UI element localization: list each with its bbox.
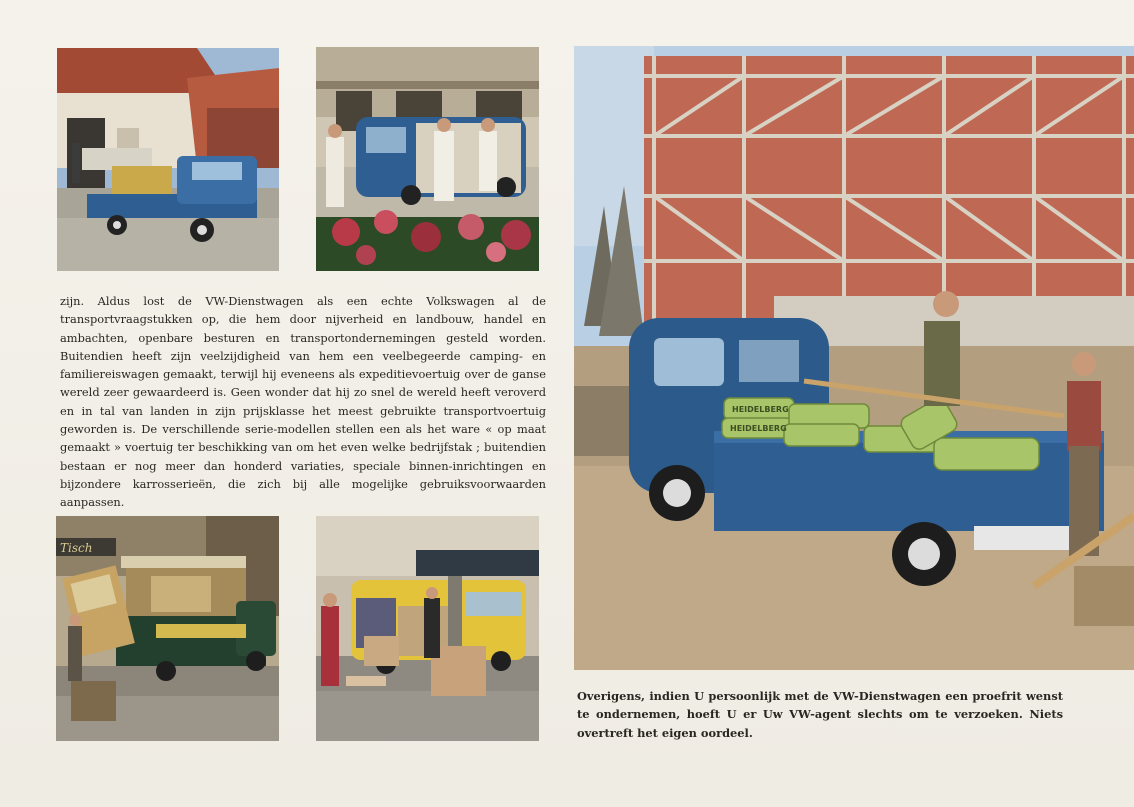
photo-panel-van-florist xyxy=(316,47,539,271)
photo-yellow-van-delivery xyxy=(316,516,539,741)
cement-bag-label: HEIDELBERG xyxy=(732,405,789,414)
body-paragraph: zijn. Aldus lost de VW-Dienstwagen als een echte Volkswagen al de transportvraagstukken op, die hem door nijverheid en landbouw, handel en ambachten, openbare besturen en transportondernemingen gesteld worden. Buitendien heeft zijn veelzijdigheid van hem een veelbegeerde camping- en familiereiswagen gemaakt, terwijl hij eveneens als expeditievoertuig over de ganse wereld zeer gewaardeerd is. Geen wonder dat hij zo snel de wereld heeft veroverd en in tal van landen in zijn prijsklasse het meest gebruikte transportvoertuig geworden is. De verschillende serie-modellen stellen een als het ware « op maat gemaakt » voertuig ter beschikking van om het even welke bedrijfstak ; buitendien bestaan er nog meer dan honderd variaties, speciale binnen-inrichtingen en bijzondere karrosserieën, die zich bij alle mogelijke gebruiksvoorwaarden aanpassen. xyxy=(60,294,546,510)
shop-sign: Tisch xyxy=(60,541,93,555)
cement-bag-label-2: HEIDELBERG xyxy=(730,424,787,433)
photo-construction-pickup xyxy=(574,46,1134,670)
photo-furniture-pickup xyxy=(56,516,279,741)
photo-pickup-farm xyxy=(57,48,279,271)
photo-caption: Overigens, indien U persoonlijk met de VW-Dienstwagen een proefrit wenst te ondernemen, hoeft U er Uw VW-agent slechts om te verzoeken. Niets overtreft het eigen oordeel. xyxy=(577,689,1063,740)
